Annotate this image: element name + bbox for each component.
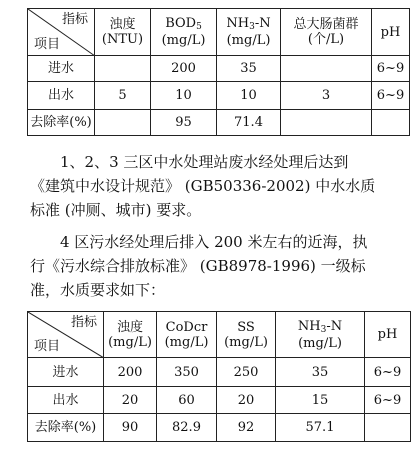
table-cell: 35 <box>217 56 281 82</box>
table-cell: 60 <box>157 387 217 414</box>
column-header-nh3n: $NH_3-N$ (mg/L) <box>217 9 281 56</box>
row-label: 去除率(%) <box>28 110 95 136</box>
corner-header-indicator: 指标 <box>61 12 88 27</box>
corner-header-item: 项目 <box>34 37 61 52</box>
row-label: 出水 <box>28 82 95 110</box>
paragraph-line: 行《污水综合排放标准》 (GB8978-1996) 一级标 <box>30 257 366 275</box>
table-header-row <box>28 312 411 358</box>
table-cell <box>281 110 372 136</box>
table-cell: 20 <box>217 387 276 414</box>
column-header-ss: SS (mg/L) <box>217 312 276 358</box>
water-quality-table-1 <box>27 8 410 136</box>
table-cell: 6~9 <box>372 82 410 110</box>
table-cell: 90 <box>104 414 157 442</box>
column-header-coliform: 总大肠菌群 (个/L) <box>281 9 372 56</box>
table-cell: 95 <box>151 110 217 136</box>
table-cell: 57.1 <box>276 414 365 442</box>
table-cell: 6~9 <box>372 56 410 82</box>
corner-header-cell <box>28 9 95 56</box>
paragraph-line: 4 区污水经处理后排入 200 米左右的近海，执 <box>60 233 368 251</box>
table-cell: 6~9 <box>365 358 411 387</box>
table-cell: 82.9 <box>157 414 217 442</box>
paragraph-line: 标准 (冲厕、城市) 要求。 <box>30 201 202 219</box>
column-header-codcr: CoDcr (mg/L) <box>157 312 217 358</box>
table-cell: 6~9 <box>365 387 411 414</box>
paragraph-line: 准，水质要求如下： <box>30 281 166 299</box>
table-cell <box>365 414 411 442</box>
table-cell: 3 <box>281 82 372 110</box>
table-cell: 5 <box>95 82 151 110</box>
table-cell <box>95 110 151 136</box>
column-header-ph: pH <box>372 9 410 56</box>
paragraph-line: 《建筑中水设计规范》 (GB50336-2002) 中水水质 <box>30 177 376 195</box>
paragraph-standard-2 <box>30 230 410 302</box>
table-cell <box>95 56 151 82</box>
table-cell: 71.4 <box>217 110 281 136</box>
column-header-ph: pH <box>365 312 411 358</box>
table-cell: 20 <box>104 387 157 414</box>
table-cell: 10 <box>151 82 217 110</box>
table-header-row <box>28 9 410 56</box>
table-row <box>28 387 411 414</box>
column-header-turbidity: 浊度 (NTU) <box>95 9 151 56</box>
table-row <box>28 82 410 110</box>
table-row <box>28 414 411 442</box>
table-cell: 200 <box>104 358 157 387</box>
table-cell: 350 <box>157 358 217 387</box>
table-cell: 92 <box>217 414 276 442</box>
table-cell: 15 <box>276 387 365 414</box>
water-quality-table-2 <box>27 311 411 442</box>
table-cell: 200 <box>151 56 217 82</box>
table-cell <box>372 110 410 136</box>
corner-header-cell <box>28 312 104 358</box>
table-row <box>28 358 411 387</box>
paragraph-line: 1、2、3 三区中水处理站废水经处理后达到 <box>60 153 349 171</box>
table-cell: 250 <box>217 358 276 387</box>
column-header-turbidity: 浊度 (mg/L) <box>104 312 157 358</box>
table-row <box>28 110 410 136</box>
table-cell: 35 <box>276 358 365 387</box>
paragraph-standard-1 <box>30 150 410 222</box>
corner-header-indicator: 指标 <box>70 315 97 330</box>
row-label: 进水 <box>28 56 95 82</box>
table-row <box>28 56 410 82</box>
row-label: 去除率(%) <box>28 414 104 442</box>
table-cell <box>281 56 372 82</box>
column-header-nh3n: $NH_3-N$ (mg/L) <box>276 312 365 358</box>
column-header-bod5: $BOD_5$ (mg/L) <box>151 9 217 56</box>
table-cell: 10 <box>217 82 281 110</box>
corner-header-item: 项目 <box>34 339 61 354</box>
row-label: 出水 <box>28 387 104 414</box>
row-label: 进水 <box>28 358 104 387</box>
